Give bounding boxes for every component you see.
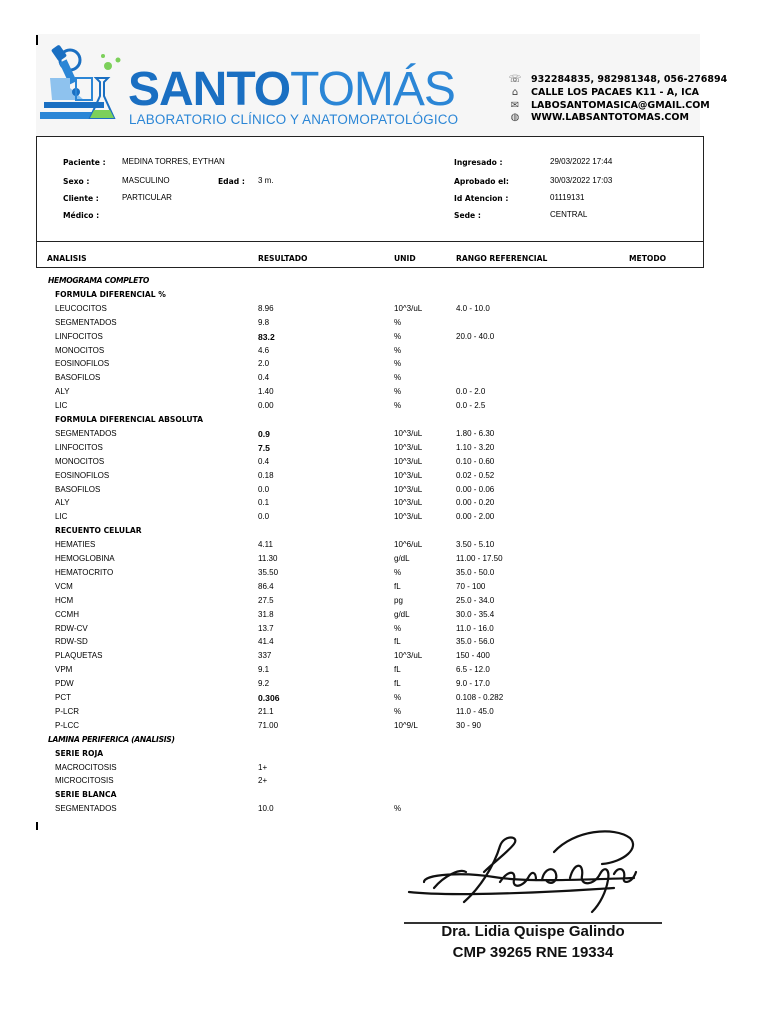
aprobado-label: Aprobado el: xyxy=(454,177,509,186)
reference-range: 0.02 - 0.52 xyxy=(456,470,495,480)
unit-value: % xyxy=(394,706,402,716)
col-analisis: ANALISIS xyxy=(47,254,87,263)
table-row xyxy=(0,346,768,360)
reference-range: 0.0 - 2.0 xyxy=(456,387,486,397)
cliente-value: PARTICULAR xyxy=(122,193,172,202)
mail-icon: ✉ xyxy=(510,100,520,111)
result-value: 9.1 xyxy=(258,665,270,675)
cliente-label: Cliente : xyxy=(63,194,99,203)
analyte-name: PCT xyxy=(55,693,71,702)
unit-value: 10^9/L xyxy=(394,720,418,730)
analyte-name: LIC xyxy=(55,401,68,411)
contact-web xyxy=(508,112,689,123)
table-row xyxy=(0,373,768,387)
reference-range: 150 - 400 xyxy=(456,651,490,661)
table-row xyxy=(0,387,768,401)
table-row xyxy=(0,498,768,512)
reference-range: 1.10 - 3.20 xyxy=(456,442,495,452)
unit-value: % xyxy=(394,345,402,355)
unit-value: 10^3/uL xyxy=(394,484,423,494)
unit-value: 10^6/uL xyxy=(394,540,423,550)
section-header xyxy=(0,276,768,290)
table-row xyxy=(0,318,768,332)
reference-range: 0.00 - 2.00 xyxy=(456,512,495,522)
analyte-name: HCM xyxy=(55,595,74,605)
analyte-name: MONOCITOS xyxy=(55,345,105,355)
table-row xyxy=(0,651,768,665)
result-value: 71.00 xyxy=(258,720,279,730)
unit-value: fL xyxy=(394,679,401,689)
result-value: 0.4 xyxy=(258,373,270,383)
analyte-name: VCM xyxy=(55,581,73,591)
reference-range: 20.0 - 40.0 xyxy=(456,331,495,341)
subsection-header xyxy=(0,290,768,304)
reference-range: 25.0 - 34.0 xyxy=(456,595,495,605)
brand-name-bold: SANTO xyxy=(128,63,291,116)
result-value: 11.30 xyxy=(258,554,278,563)
column-header-box xyxy=(36,242,704,268)
table-row xyxy=(0,637,768,651)
unit-value: % xyxy=(394,804,402,814)
result-value: 1+ xyxy=(258,762,268,772)
result-value: 4.6 xyxy=(258,345,270,355)
reference-range: 9.0 - 17.0 xyxy=(456,679,490,689)
table-row xyxy=(0,471,768,485)
analyte-name: ALY xyxy=(55,387,70,397)
table-row xyxy=(0,763,768,777)
unit-value: % xyxy=(394,373,402,383)
unit-value: g/dL xyxy=(394,609,410,619)
reference-range: 1.80 - 6.30 xyxy=(456,428,495,438)
result-value: 2+ xyxy=(258,776,268,786)
subsection-header xyxy=(0,790,768,804)
reference-range: 30 - 90 xyxy=(456,720,481,730)
edad-value: 3 m. xyxy=(258,176,274,185)
result-value: 4.11 xyxy=(258,540,273,550)
analyte-name: PLAQUETAS xyxy=(55,651,103,661)
reference-range: 30.0 - 35.4 xyxy=(456,609,495,619)
result-value: 0.4 xyxy=(258,456,270,466)
table-row xyxy=(0,568,768,582)
result-value: 8.96 xyxy=(258,303,274,313)
analyte-name: VPM xyxy=(55,665,73,675)
ingresado-label: Ingresado : xyxy=(454,158,503,167)
brand-logotype xyxy=(128,63,455,116)
analyte-name: LINFOCITOS xyxy=(55,331,103,341)
table-row xyxy=(0,485,768,499)
reference-range: 6.5 - 12.0 xyxy=(456,665,490,675)
phone-icon: ☏ xyxy=(508,74,522,85)
sexo-label: Sexo : xyxy=(63,177,90,186)
result-value: 10.0 xyxy=(258,804,274,814)
unit-value: g/dL xyxy=(394,554,410,563)
margin-tick xyxy=(36,35,38,45)
analyte-name: MICROCITOSIS xyxy=(55,776,114,786)
result-value: 0.18 xyxy=(258,470,274,480)
sede-label: Sede : xyxy=(454,211,481,220)
result-value: 9.8 xyxy=(258,317,270,327)
result-value: 83.2 xyxy=(258,331,275,342)
unit-value: 10^3/uL xyxy=(394,303,423,313)
table-row xyxy=(0,304,768,318)
subsection-title: RECUENTO CELULAR xyxy=(55,526,142,536)
table-row xyxy=(0,665,768,679)
unit-value: % xyxy=(394,387,402,397)
unit-value: % xyxy=(394,623,402,633)
analyte-name: BASOFILOS xyxy=(55,373,101,383)
result-value: 86.4 xyxy=(258,581,274,591)
analyte-name: P-LCR xyxy=(55,706,80,716)
table-row xyxy=(0,776,768,790)
table-row xyxy=(0,443,768,457)
table-row xyxy=(0,707,768,721)
unit-value: fL xyxy=(394,637,401,647)
table-row xyxy=(0,359,768,373)
table-row xyxy=(0,457,768,471)
margin-tick xyxy=(36,822,38,830)
reference-range: 70 - 100 xyxy=(456,581,486,591)
unit-value: 10^3/uL xyxy=(394,498,423,508)
contact-email-text: LABOSANTOMASICA@GMAIL.COM xyxy=(531,100,710,111)
unit-value: 10^3/uL xyxy=(394,512,423,522)
subsection-title: SERIE BLANCA xyxy=(55,790,117,800)
reference-range: 0.00 - 0.06 xyxy=(456,484,495,494)
analyte-name: LEUCOCITOS xyxy=(55,303,107,313)
col-metodo: METODO xyxy=(629,254,667,263)
result-value: 0.0 xyxy=(258,484,270,494)
result-value: 2.0 xyxy=(258,359,270,369)
microscope-logo-icon xyxy=(40,38,132,132)
medico-label: Médico : xyxy=(63,211,100,220)
reference-range: 4.0 - 10.0 xyxy=(456,303,490,313)
unit-value: % xyxy=(394,401,402,411)
subsection-title: SERIE ROJA xyxy=(55,748,104,758)
analyte-name: EOSINOFILOS xyxy=(55,359,110,369)
unit-value: % xyxy=(394,693,402,702)
contact-email xyxy=(508,100,710,111)
paciente-value: MEDINA TORRES, EYTHAN xyxy=(122,157,225,166)
table-row xyxy=(0,401,768,415)
contact-address xyxy=(508,87,699,98)
analyte-name: BASOFILOS xyxy=(55,484,101,494)
edad-label: Edad : xyxy=(218,177,245,186)
reference-range: 0.108 - 0.282 xyxy=(456,693,504,702)
unit-value: % xyxy=(394,331,402,341)
result-value: 0.306 xyxy=(258,693,280,703)
result-value: 31.8 xyxy=(258,609,274,619)
table-row xyxy=(0,804,768,818)
result-value: 7.5 xyxy=(258,442,270,453)
aprobado-value: 30/03/2022 17:03 xyxy=(550,176,613,185)
id-atencion-label: Id Atencion : xyxy=(454,194,509,203)
doctor-name: Dra. Lidia Quispe Galindo xyxy=(441,923,625,940)
subsection-title: FORMULA DIFERENCIAL ABSOLUTA xyxy=(55,415,204,424)
subsection-header xyxy=(0,415,768,429)
table-row xyxy=(0,596,768,610)
result-value: 0.00 xyxy=(258,401,274,411)
unit-value: % xyxy=(394,317,402,327)
unit-value: % xyxy=(394,359,402,369)
analyte-name: HEMATIES xyxy=(55,540,96,550)
analyte-name: LINFOCITOS xyxy=(55,442,103,452)
result-value: 0.1 xyxy=(258,498,270,508)
subsection-title: FORMULA DIFERENCIAL % xyxy=(55,289,166,299)
reference-range: 0.00 - 0.20 xyxy=(456,498,495,508)
table-row xyxy=(0,679,768,693)
unit-value: 10^3/uL xyxy=(394,651,423,661)
globe-icon: ◍ xyxy=(510,112,520,123)
result-value: 9.2 xyxy=(258,679,270,689)
analyte-name: HEMATOCRITO xyxy=(55,567,114,577)
id-atencion-value: 01119131 xyxy=(550,193,585,202)
unit-value: 10^3/uL xyxy=(394,442,423,452)
contact-phones xyxy=(508,74,727,85)
doctor-registry: CMP 39265 RNE 19334 xyxy=(452,944,614,961)
analyte-name: CCMH xyxy=(55,609,79,619)
reference-range: 0.10 - 0.60 xyxy=(456,456,495,466)
result-value: 21.1 xyxy=(258,706,274,716)
paciente-label: Paciente : xyxy=(63,158,106,167)
section-header xyxy=(0,735,768,749)
contact-address-text: CALLE LOS PACAES K11 - A, ICA xyxy=(531,87,700,98)
table-row xyxy=(0,512,768,526)
analyte-name: LIC xyxy=(55,512,68,522)
reference-range: 11.00 - 17.50 xyxy=(456,554,503,563)
table-row xyxy=(0,721,768,735)
table-row xyxy=(0,540,768,554)
analyte-name: MONOCITOS xyxy=(55,456,105,466)
analyte-name: HEMOGLOBINA xyxy=(55,554,115,563)
section-title: LAMINA PERIFERICA (ANALISIS) xyxy=(48,734,175,744)
analyte-name: RDW-SD xyxy=(55,637,88,647)
unit-value: % xyxy=(394,567,402,577)
reference-range: 0.0 - 2.5 xyxy=(456,401,486,411)
analyte-name: ALY xyxy=(55,498,70,508)
table-row xyxy=(0,429,768,443)
analyte-name: MACROCITOSIS xyxy=(55,762,117,772)
contact-web-text: WWW.LABSANTOTOMAS.COM xyxy=(531,112,689,123)
table-row xyxy=(0,624,768,638)
subsection-header xyxy=(0,749,768,763)
table-row xyxy=(0,332,768,346)
result-value: 35.50 xyxy=(258,567,279,577)
analyte-name: PDW xyxy=(55,679,74,689)
unit-value: 10^3/uL xyxy=(394,428,423,438)
unit-value: pg xyxy=(394,595,403,605)
table-row xyxy=(0,582,768,596)
reference-range: 3.50 - 5.10 xyxy=(456,540,495,550)
reference-range: 11.0 - 16.0 xyxy=(456,623,494,633)
result-value: 13.7 xyxy=(258,623,274,633)
ingresado-value: 29/03/2022 17:44 xyxy=(550,157,613,166)
analyte-name: P-LCC xyxy=(55,720,80,730)
table-row xyxy=(0,610,768,624)
table-row xyxy=(0,693,768,707)
analyte-name: RDW-CV xyxy=(55,623,88,633)
analyte-name: SEGMENTADOS xyxy=(55,428,117,438)
subsection-header xyxy=(0,526,768,540)
analyte-name: SEGMENTADOS xyxy=(55,317,117,327)
brand-name-light: TOMÁS xyxy=(290,63,455,116)
signature-handwriting xyxy=(404,822,662,922)
unit-value: fL xyxy=(394,581,401,591)
col-resultado: RESULTADO xyxy=(258,254,308,263)
brand-tagline: LABORATORIO CLÍNICO Y ANATOMOPATOLÓGICO xyxy=(129,112,459,127)
result-value: 27.5 xyxy=(258,595,274,605)
unit-value: 10^3/uL xyxy=(394,470,423,480)
result-value: 41.4 xyxy=(258,637,274,647)
location-icon: ⌂ xyxy=(511,87,519,98)
result-value: 0.0 xyxy=(258,512,270,522)
col-unid: UNID xyxy=(394,254,416,263)
analyte-name: SEGMENTADOS xyxy=(55,804,117,814)
section-title: HEMOGRAMA COMPLETO xyxy=(48,276,150,285)
reference-range: 11.0 - 45.0 xyxy=(456,706,494,716)
patient-info-box xyxy=(36,136,704,242)
unit-value: 10^3/uL xyxy=(394,456,423,466)
reference-range: 35.0 - 56.0 xyxy=(456,637,495,647)
sede-value: CENTRAL xyxy=(550,210,588,219)
reference-range: 35.0 - 50.0 xyxy=(456,567,495,577)
sexo-value: MASCULINO xyxy=(122,176,170,185)
table-row xyxy=(0,554,768,568)
result-value: 337 xyxy=(258,651,272,661)
col-rango: RANGO REFERENCIAL xyxy=(456,254,548,263)
unit-value: fL xyxy=(394,665,401,675)
analyte-name: EOSINOFILOS xyxy=(55,470,110,480)
result-value: 0.9 xyxy=(258,428,270,439)
contact-phones-text: 932284835, 982981348, 056-276894 xyxy=(531,74,728,85)
result-value: 1.40 xyxy=(258,387,274,397)
